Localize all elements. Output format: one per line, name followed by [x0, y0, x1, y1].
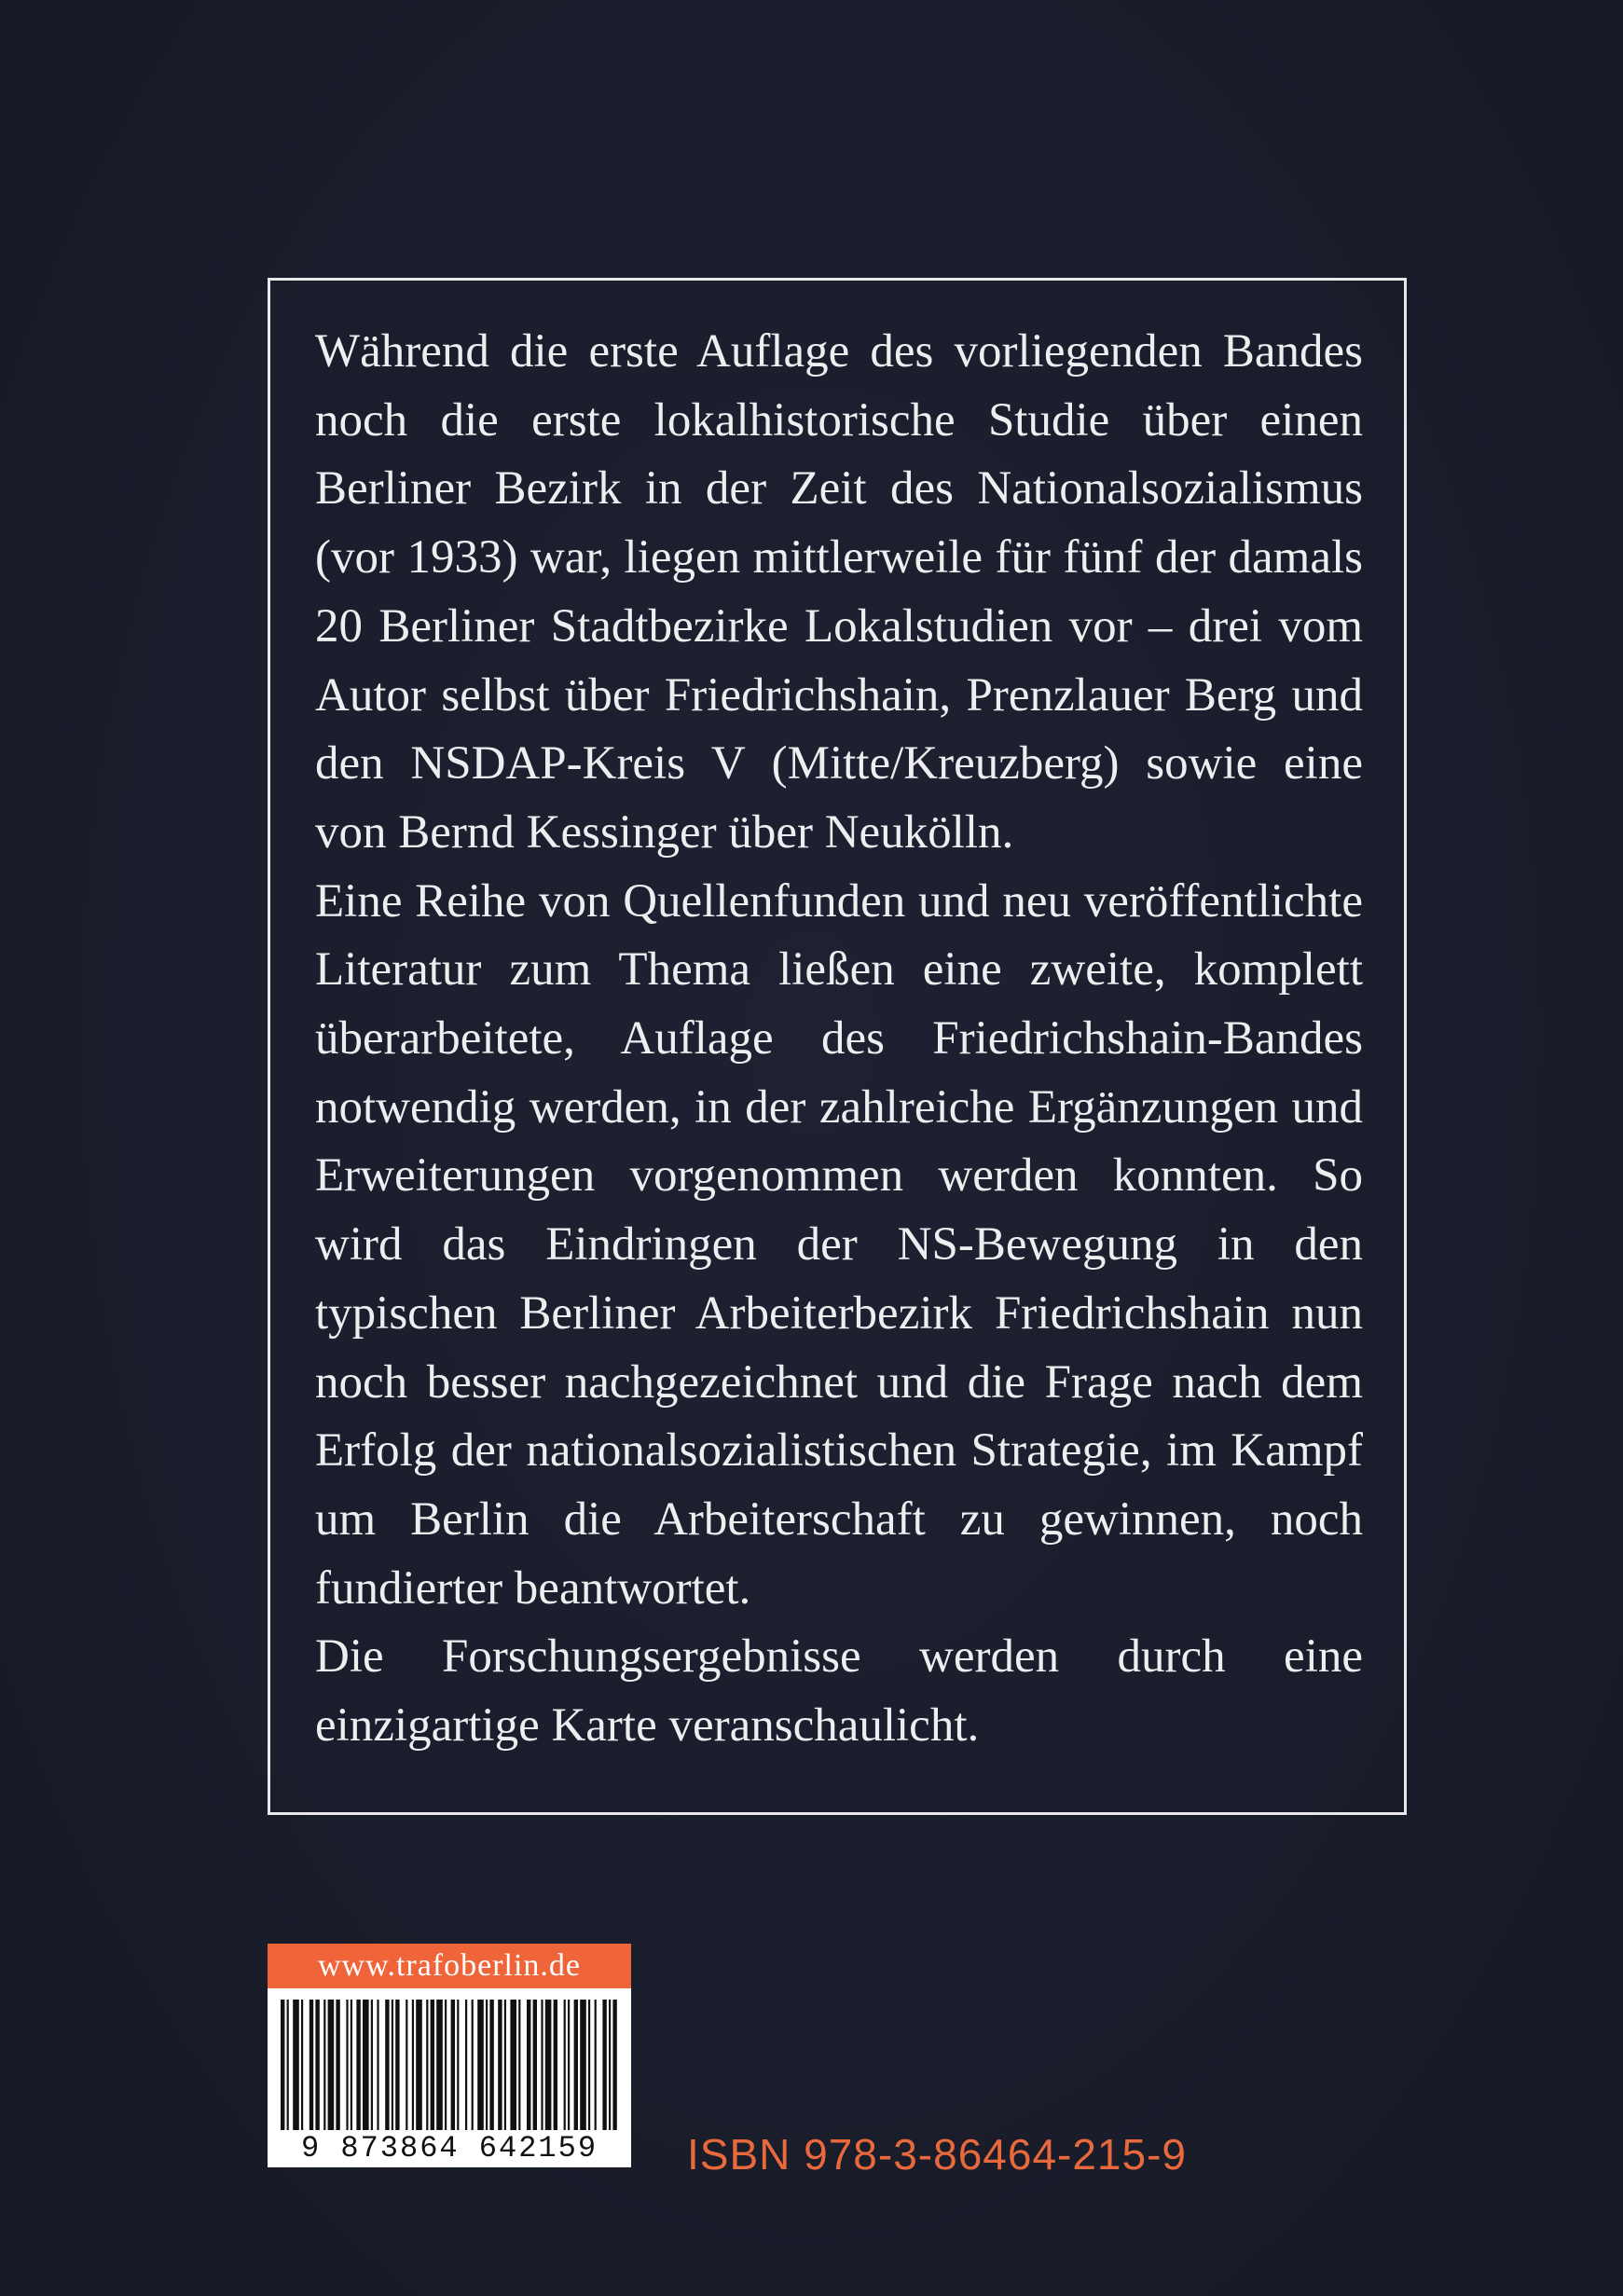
barcode-bar	[545, 2000, 552, 2130]
blurb-paragraph-1: Während die erste Auflage des vorliegenden Bandes noch die erste lokalhistorische Studie über einen Berliner Bezirk in der Zeit des Nationalsozialismus (vor 1933) war, liegen mittlerweile für fünf der damals 20 Berliner Stadtbezirke Lokalstudien vor – drei vom Autor selbst über Friedrichshain, Prenzlauer Berg und den NSDAP-Kreis V (Mitte/Kreuzberg) sowie eine von Bernd Kessinger über Neukölln.	[315, 325, 1363, 859]
barcode-bar	[477, 2000, 484, 2130]
barcode-bar	[293, 2000, 299, 2130]
barcode-bar	[416, 2000, 422, 2130]
blurb-paragraph-3: Die Forschungsergebnisse werden durch eine einzigartige Karte veranschaulicht.	[315, 1630, 1363, 1753]
barcode-bar	[351, 2000, 352, 2130]
barcode-bar	[580, 2000, 586, 2130]
barcode-bar	[336, 2000, 339, 2130]
barcode-bar	[281, 2000, 284, 2130]
barcode-bar	[346, 2000, 348, 2130]
barcode-bar	[328, 2000, 335, 2130]
barcode-bar	[406, 2000, 407, 2130]
barcode-bar	[574, 2000, 578, 2130]
barcode-bar	[510, 2000, 516, 2130]
barcode-bar	[602, 2000, 606, 2130]
barcode-bar	[518, 2000, 520, 2130]
isbn-number: ISBN 978-3-86464-215-9	[687, 2130, 1187, 2179]
barcode-bar	[315, 2000, 319, 2130]
barcode-bar	[385, 2000, 389, 2130]
barcode-bar	[595, 2000, 597, 2130]
blurb-frame	[268, 278, 1407, 1815]
barcode-bar	[323, 2000, 325, 2130]
barcode-bar	[472, 2000, 474, 2130]
publisher-url: www.trafoberlin.de	[268, 1944, 631, 1988]
barcode-bar	[612, 2000, 616, 2130]
barcode-bar	[498, 2000, 502, 2130]
barcode-digits: 9 873864 642159	[300, 2131, 598, 2165]
barcode-bar	[301, 2000, 303, 2130]
blurb-paragraph-2: Eine Reihe von Quellenfunden und neu veröffentlichte Literatur zum Thema ließen eine zweite, komplett überarbeitete, Auflage des Friedrichshain-Bandes notwendig werden, in der zahlreiche Ergänzungen und Erweiterungen vorgenommen werden konnten. So wird das Eindringen der NS-Bewegung in den typischen Berliner Arbeiterbezirk Friedrichshain nun noch besser nachgezeichnet und die Frage nach dem Erfolg der nationalsozialistischen Strategie, im Kampf um Berlin die Arbeiterschaft zu gewinnen, noch fundierter beantwortet.	[315, 874, 1363, 1615]
barcode-bar	[504, 2000, 506, 2130]
barcode-bar	[431, 2000, 434, 2130]
barcode-bars	[281, 2000, 618, 2130]
barcode-bar	[356, 2000, 360, 2130]
barcode-bar	[609, 2000, 611, 2130]
barcode-bar	[377, 2000, 378, 2130]
barcode-bar	[363, 2000, 369, 2130]
barcode-bar	[457, 2000, 459, 2130]
barcode-bar	[392, 2000, 393, 2130]
barcode-bar	[395, 2000, 399, 2130]
barcode-bar	[554, 2000, 557, 2130]
barcode-bar	[527, 2000, 530, 2130]
barcode-bar	[489, 2000, 493, 2130]
barcode-bar	[287, 2000, 289, 2130]
barcode-bar	[486, 2000, 488, 2130]
barcode-bar	[564, 2000, 566, 2130]
barcode-bar	[412, 2000, 414, 2130]
barcode-bar	[309, 2000, 313, 2130]
barcode-bar	[436, 2000, 443, 2130]
barcode-bar	[451, 2000, 455, 2130]
barcode-bar	[533, 2000, 537, 2130]
barcode-bar	[588, 2000, 590, 2130]
barcode-bar	[371, 2000, 373, 2130]
barcode-bar	[426, 2000, 428, 2130]
barcode-bar	[445, 2000, 447, 2130]
barcode-bar	[568, 2000, 570, 2130]
barcode-bar	[465, 2000, 467, 2130]
blurb-text	[315, 318, 1363, 1761]
barcode-label	[268, 1944, 631, 2167]
barcode-bar	[541, 2000, 543, 2130]
